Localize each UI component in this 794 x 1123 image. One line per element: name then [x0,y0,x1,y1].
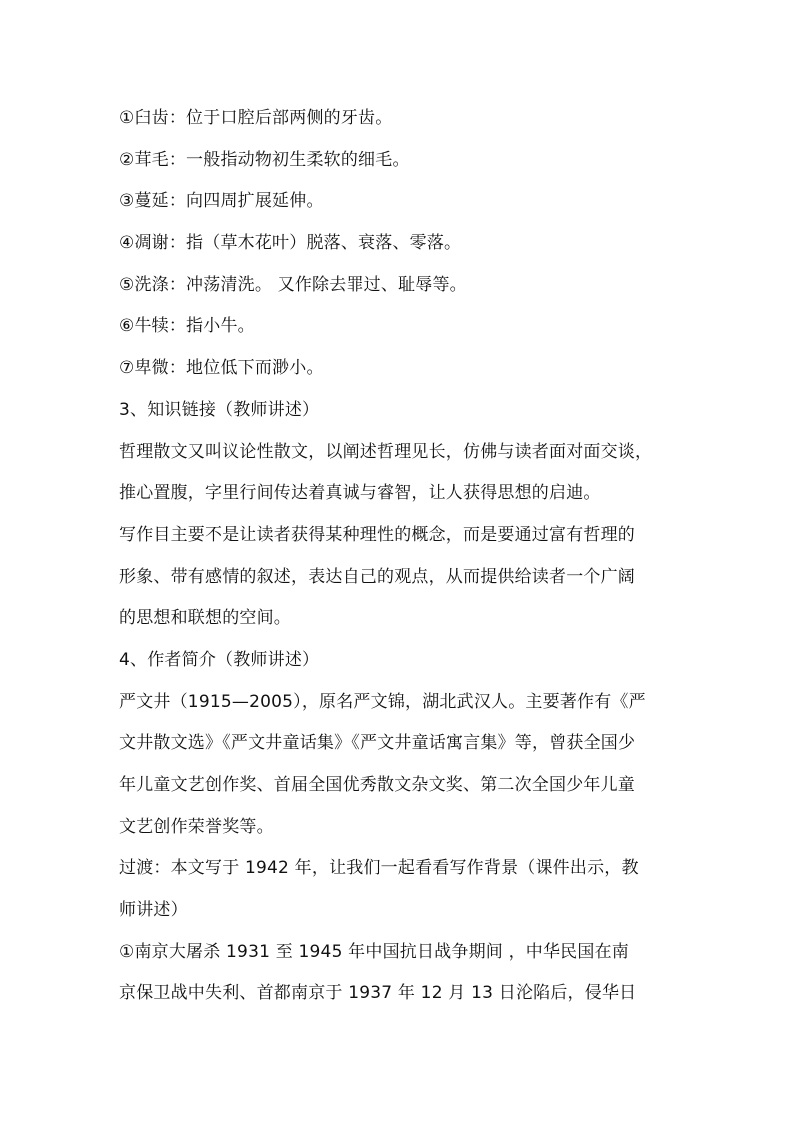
document-body [119,98,679,1015]
paragraph-line: 哲理散文又叫议论性散文，以阐述哲理见长，仿佛与读者面对面交谈， [119,441,653,462]
paragraph-line: 形象、带有感情的叙述，表达自己的观点，从而提供给读者一个广阔 [119,566,635,587]
vocab-item-1: ①臼齿：位于口腔后部两侧的牙齿。 [119,108,393,128]
paragraph-line: 的思想和联想的空间。 [119,608,291,629]
paragraph-line: 推心置腹，字里行间传达着真诚与睿智，让人获得思想的启迪。 [119,483,601,504]
paragraph-line: 文艺创作荣誉奖等。 [119,816,274,837]
vocab-item-4: ④凋谢：指（草木花叶）脱落、衰落、零落。 [119,233,462,254]
vocab-item-2: ②茸毛：一般指动物初生柔软的细毛。 [119,149,410,170]
vocab-item-6: ⑥牛犊：指小牛。 [119,316,255,337]
vocab-item-7: ⑦卑微：地位低下而渺小。 [119,358,324,379]
vocab-item-3: ③蔓延：向四周扩展延伸。 [119,191,324,212]
vocab-item-5: ⑤洗涤：冲荡清洗。 又作除去罪过、耻辱等。 [119,274,467,295]
transition-line: 师讲述） [119,900,188,921]
background-item-line: 京保卫战中失利、首都南京于 1937 年 12 月 13 日沦陷后，侵华日 [119,983,637,1004]
paragraph-line: 文井散文选》《严文井童话集》《严文井童话寓言集》等，曾获全国少 [119,733,636,754]
paragraph-line: 年儿童文艺创作奖、首届全国优秀散文杂文奖、第二次全国少年儿童 [119,775,635,795]
transition-line: 过渡：本文写于 1942 年，让我们一起看看写作背景（课件出示，教 [119,858,639,879]
paragraph-line: 写作目主要不是让读者获得某种理性的概念，而是要通过富有哲理的 [119,524,635,545]
section-heading-knowledge: 3、知识链接（教师讲述） [119,399,320,420]
paragraph-line: 严文井（1915—2005），原名严文锦，湖北武汉人。主要著作有《严 [119,691,646,712]
background-item-line: ①南京大屠杀 1931 至 1945 年中国抗日战争期间 ，中华民国在南 [119,941,629,962]
section-heading-author: 4、作者简介（教师讲述） [119,649,320,670]
